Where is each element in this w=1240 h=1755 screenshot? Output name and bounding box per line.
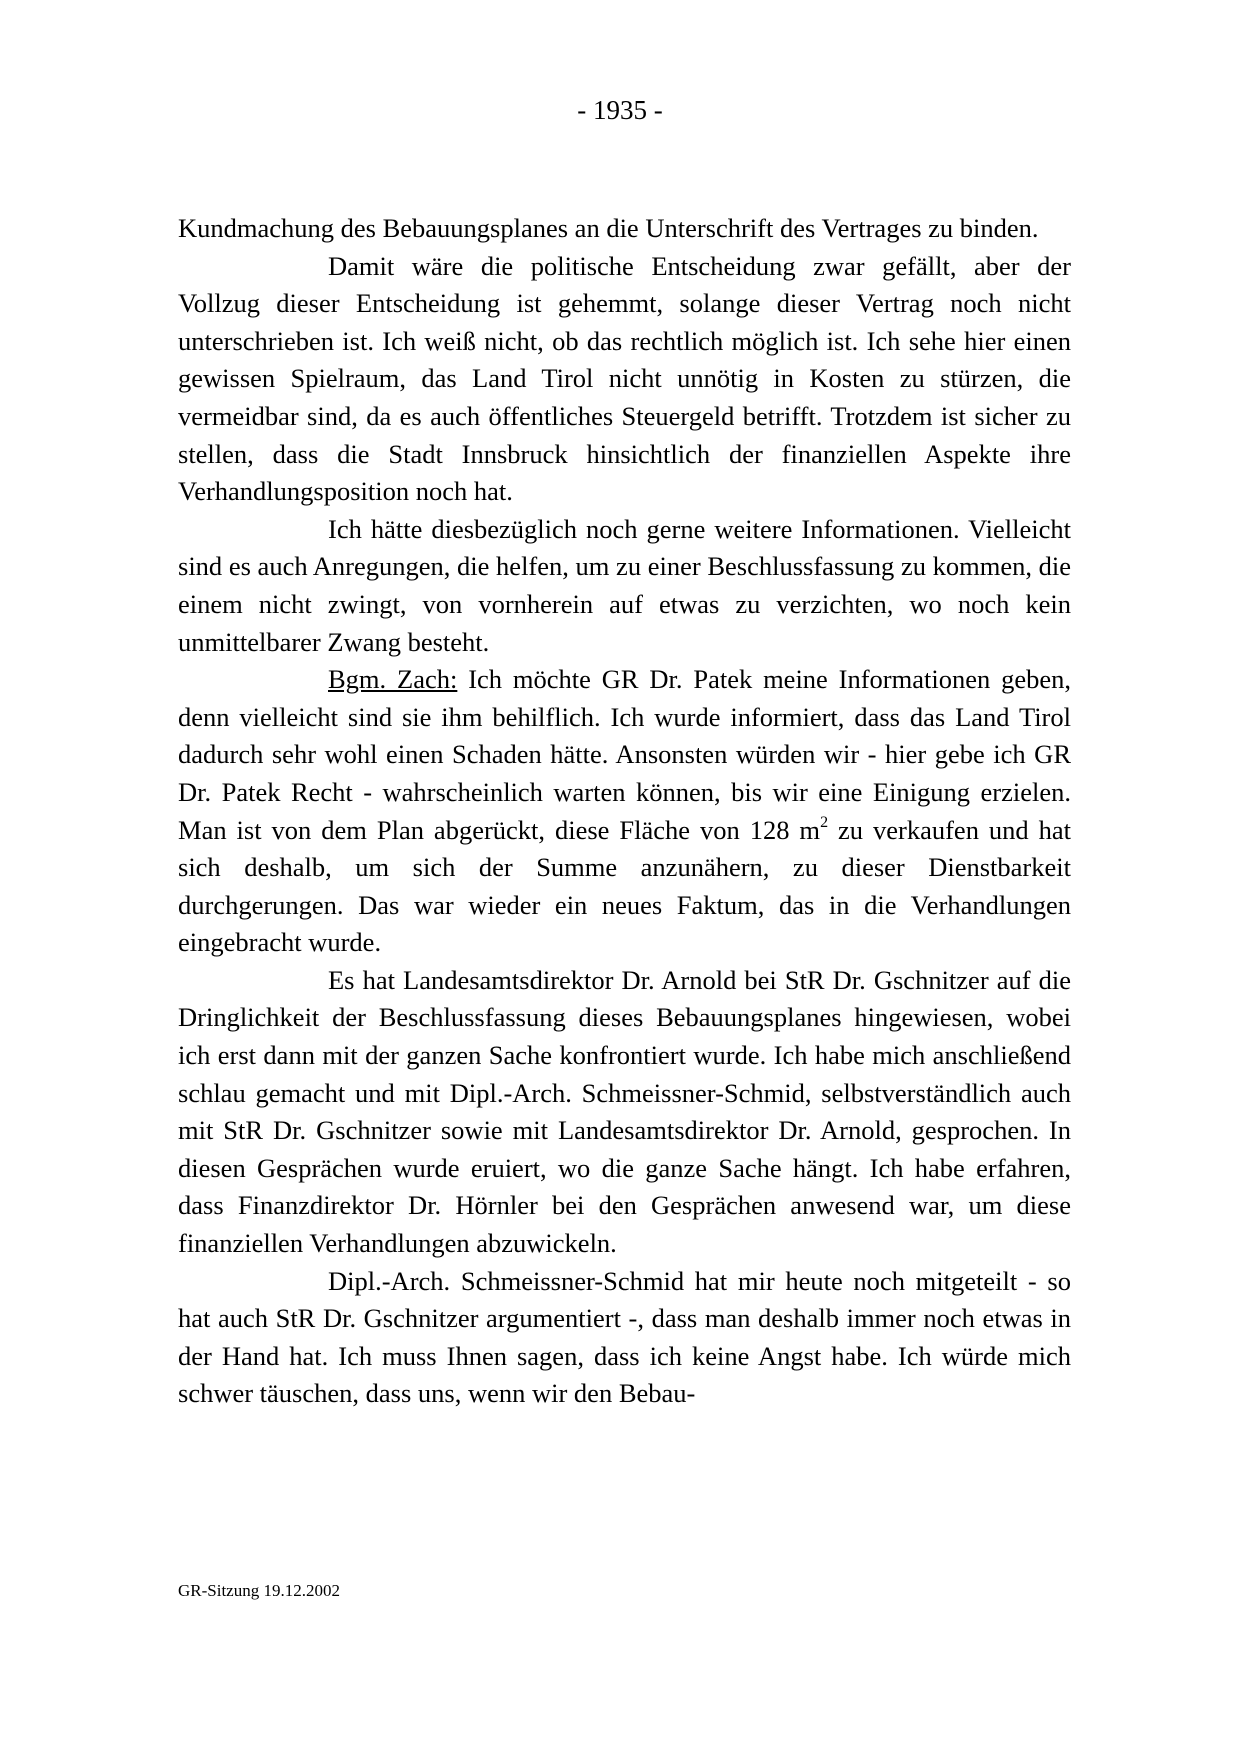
- paragraph-4-text-a: Ich möchte GR Dr. Patek meine Informationen geben, denn vielleicht sind sie ihm behilflich. Ich wurde informiert, dass das Land Tirol dadurch sehr wohl einen Schaden hätte. Ansonsten würden wir - hier gebe ich GR Dr. Patek Recht - wahrscheinlich warten können, bis wir eine Einigung erzielen. Man ist von dem Plan abgerückt, diese Fläche von 128 m: [178, 664, 1071, 845]
- page-number: - 1935 -: [577, 95, 663, 125]
- paragraph-4-text-b: zu verkaufen und hat sich deshalb, um sich der Summe anzunähern, zu dieser Dienstbarkeit durchgerungen. Das war wieder ein neues Faktum, das in die Verhandlungen eingebracht wurde.: [178, 814, 1071, 958]
- paragraph-5: Es hat Landesamtsdirektor Dr. Arnold bei StR Dr. Gschnitzer auf die Dringlichkeit der Beschlussfassung dieses Bebauungsplanes hingewiesen, wobei ich erst dann mit der ganzen Sache konfrontiert wurde. Ich habe mich anschließend schlau gemacht und mit Dipl.-Arch. Schmeissner-Schmid, selbstverständlich auch mit StR Dr. Gschnitzer sowie mit Landesamtsdirektor Dr. Arnold, gesprochen. In diesen Gesprächen wurde eruiert, wo die ganze Sache hängt. Ich habe erfahren, dass Finanzdirektor Dr. Hörnler bei den Gesprächen anwesend war, um diese finanziellen Verhandlungen abzuwickeln.: [178, 964, 1071, 1259]
- superscript-2: 2: [820, 813, 829, 831]
- paragraph-2: Damit wäre die politische Entscheidung zwar gefällt, aber der Vollzug dieser Entscheidung ist gehemmt, solange dieser Vertrag noch nicht unterschrieben ist. Ich weiß nicht, ob das rechtlich möglich ist. Ich sehe hier einen gewissen Spielraum, das Land Tirol nicht unnötig in Kosten zu stürzen, die vermeidbar sind, da es auch öffentliches Steuergeld betrifft. Trotzdem ist sicher zu stellen, dass die Stadt Innsbruck hinsichtlich der finanziellen Aspekte ihre Verhandlungsposition noch hat.: [178, 250, 1071, 507]
- paragraph-4: [178, 661, 1071, 962]
- paragraph-6: Dipl.-Arch. Schmeissner-Schmid hat mir heute noch mitgeteilt - so hat auch StR Dr. Gschnitzer argumentiert -, dass man deshalb immer noch etwas in der Hand hat. Ich muss Ihnen sagen, dass ich keine Angst habe. Ich würde mich schwer täuschen, dass uns, wenn wir den Bebau-: [178, 1265, 1071, 1409]
- footer-session-date: GR-Sitzung 19.12.2002: [178, 1581, 340, 1600]
- paragraph-1: Kundmachung des Bebauungsplanes an die Unterschrift des Vertrages zu binden.: [178, 213, 1039, 243]
- body-text: [178, 210, 1071, 1413]
- speaker-label: Bgm. Zach:: [328, 664, 458, 695]
- paragraph-3: Ich hätte diesbezüglich noch gerne weitere Informationen. Vielleicht sind es auch Anregungen, die helfen, um zu einer Beschlussfassung zu kommen, die einem nicht zwingt, von vornherein auf etwas zu verzichten, wo noch kein unmittelbarer Zwang besteht.: [178, 513, 1071, 657]
